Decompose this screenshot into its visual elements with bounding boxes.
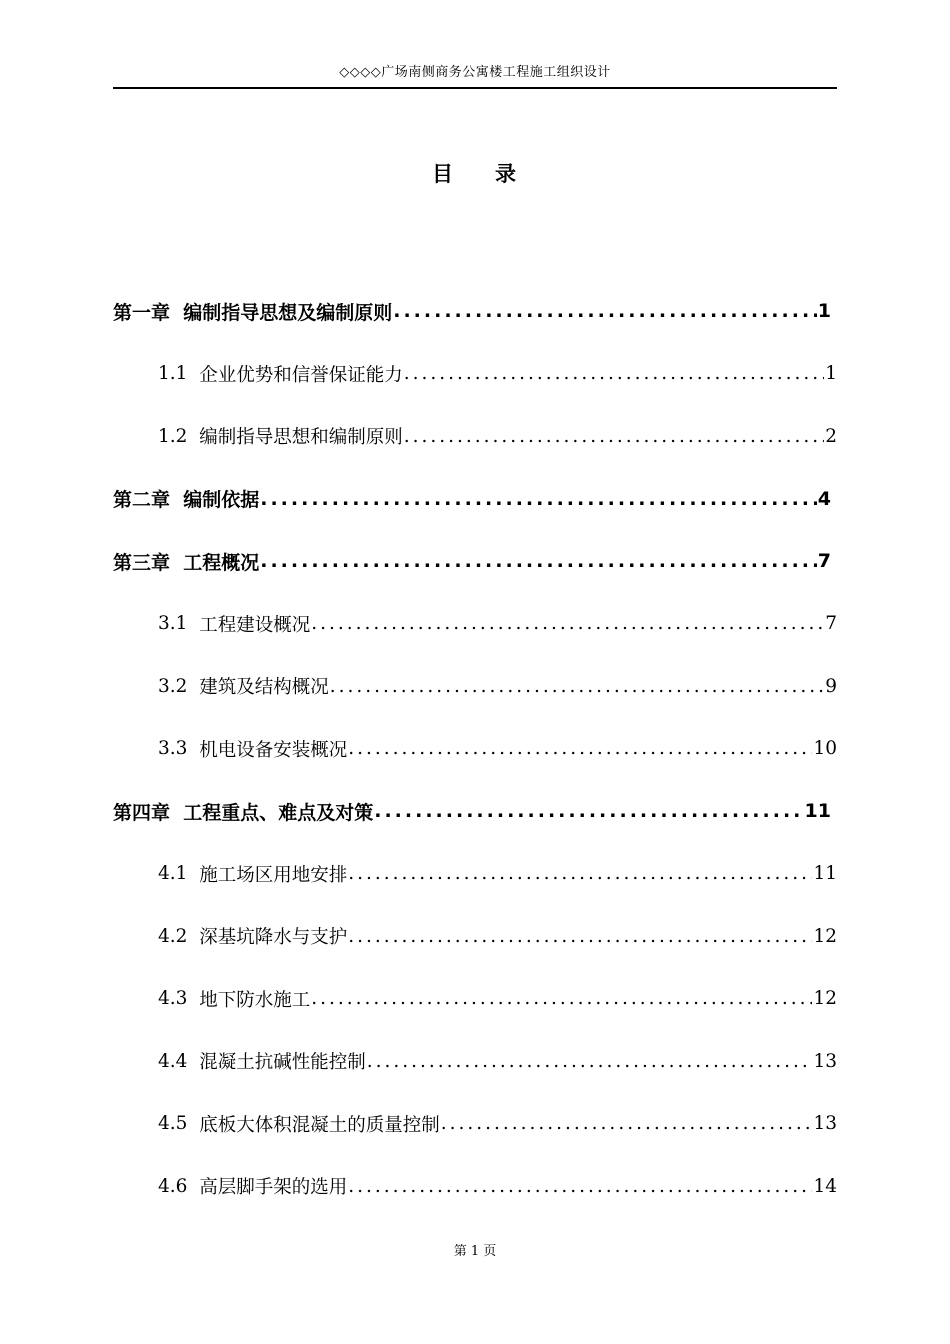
toc-entry-label: 企业优势和信誉保证能力 [199, 364, 403, 386]
toc-entry-number: 3.3 [158, 738, 200, 760]
toc-dot-leader [348, 738, 812, 759]
toc-entry-label: 工程概况 [183, 551, 260, 574]
toc-dot-leader [404, 426, 825, 447]
toc-dot-leader [374, 800, 803, 822]
toc-entry-page: 9 [825, 675, 837, 697]
page-header [113, 62, 837, 89]
toc-section-entry[interactable] [113, 343, 837, 406]
toc-dot-leader [260, 488, 817, 510]
toc-entry-label: 施工场区用地安排 [199, 864, 348, 886]
toc-entry-number: 3.1 [158, 613, 200, 635]
toc-entry-label: 编制指导思想及编制原则 [183, 301, 393, 324]
toc-dot-leader [330, 676, 825, 697]
toc-entry-number: 4.6 [158, 1175, 200, 1197]
toc-entry-number: 1.2 [158, 425, 200, 447]
toc-entry-page: 4 [817, 487, 831, 510]
toc-entry-page: 13 [813, 1050, 837, 1072]
toc-entry-page: 12 [813, 988, 837, 1010]
toc-entry-label: 高层脚手架的选用 [199, 1177, 348, 1199]
toc-entry-number: 4.4 [158, 1050, 200, 1072]
toc-section-entry[interactable] [113, 593, 837, 656]
toc-title [0, 158, 950, 188]
toc-section-entry[interactable] [113, 1155, 837, 1218]
toc-entry-label: 深基坑降水与支护 [199, 927, 348, 949]
header-title: ◇◇◇◇广场南侧商务公寓楼工程施工组织设计 [339, 65, 611, 80]
toc-entry-label: 混凝土抗碱性能控制 [199, 1052, 366, 1074]
toc-dot-leader [311, 613, 824, 634]
toc-entry-page: 2 [825, 425, 837, 447]
toc-entry-number: 第三章 [113, 551, 184, 574]
toc-dot-leader [404, 363, 825, 384]
toc-entry-page: 7 [825, 613, 837, 635]
toc-chapter-entry[interactable] [113, 280, 837, 343]
toc-entry-label: 机电设备安装概况 [199, 739, 348, 761]
toc-entry-label: 工程重点、难点及对策 [183, 801, 374, 824]
toc-chapter-entry[interactable] [113, 530, 837, 593]
toc-section-entry[interactable] [113, 843, 837, 906]
toc-entry-page: 1 [817, 300, 831, 323]
toc-entry-page: 7 [817, 550, 831, 573]
toc-entry-number: 第一章 [113, 301, 184, 324]
toc-section-entry[interactable] [113, 1030, 837, 1093]
toc-entry-number: 4.1 [158, 863, 200, 885]
toc-section-entry[interactable] [113, 655, 837, 718]
toc-dot-leader [311, 988, 812, 1009]
toc-dot-leader [348, 1176, 812, 1197]
toc-entry-number: 4.2 [158, 925, 200, 947]
toc-dot-leader [367, 1051, 813, 1072]
toc-dot-leader [393, 300, 817, 322]
toc-section-entry[interactable] [113, 905, 837, 968]
toc-title-char-1: 目 [432, 162, 455, 186]
toc-chapter-entry[interactable] [113, 780, 837, 843]
toc-chapter-entry[interactable] [113, 468, 837, 531]
toc-entry-label: 编制指导思想和编制原则 [199, 427, 403, 449]
toc-entry-number: 3.2 [158, 675, 200, 697]
toc-entry-label: 底板大体积混凝土的质量控制 [199, 1114, 440, 1136]
toc-entry-number: 第二章 [113, 489, 184, 512]
toc-entry-page: 11 [813, 863, 837, 885]
toc-section-entry[interactable] [113, 405, 837, 468]
toc-dot-leader [348, 863, 812, 884]
toc-entry-page: 1 [825, 363, 837, 385]
toc-entry-label: 地下防水施工 [199, 989, 311, 1011]
toc-entry-page: 11 [804, 800, 831, 823]
toc-entry-label: 建筑及结构概况 [199, 677, 329, 699]
toc-entry-number: 4.5 [158, 1113, 200, 1135]
toc-list [113, 280, 837, 1218]
toc-entry-number: 第四章 [113, 801, 184, 824]
toc-dot-leader [348, 926, 812, 947]
toc-title-char-2: 录 [495, 162, 518, 186]
page-footer [0, 1240, 950, 1259]
toc-entry-number: 4.3 [158, 988, 200, 1010]
toc-section-entry[interactable] [113, 968, 837, 1031]
toc-entry-label: 编制依据 [183, 489, 260, 512]
toc-entry-page: 14 [813, 1175, 837, 1197]
toc-entry-number: 1.1 [158, 363, 200, 385]
toc-entry-page: 10 [813, 738, 837, 760]
toc-dot-leader [260, 550, 817, 572]
toc-entry-page: 12 [813, 925, 837, 947]
toc-entry-label: 工程建设概况 [199, 614, 311, 636]
page-number: 第 1 页 [453, 1244, 497, 1259]
toc-section-entry[interactable] [113, 1093, 837, 1156]
toc-dot-leader [441, 1113, 813, 1134]
toc-section-entry[interactable] [113, 718, 837, 781]
toc-entry-page: 13 [813, 1113, 837, 1135]
